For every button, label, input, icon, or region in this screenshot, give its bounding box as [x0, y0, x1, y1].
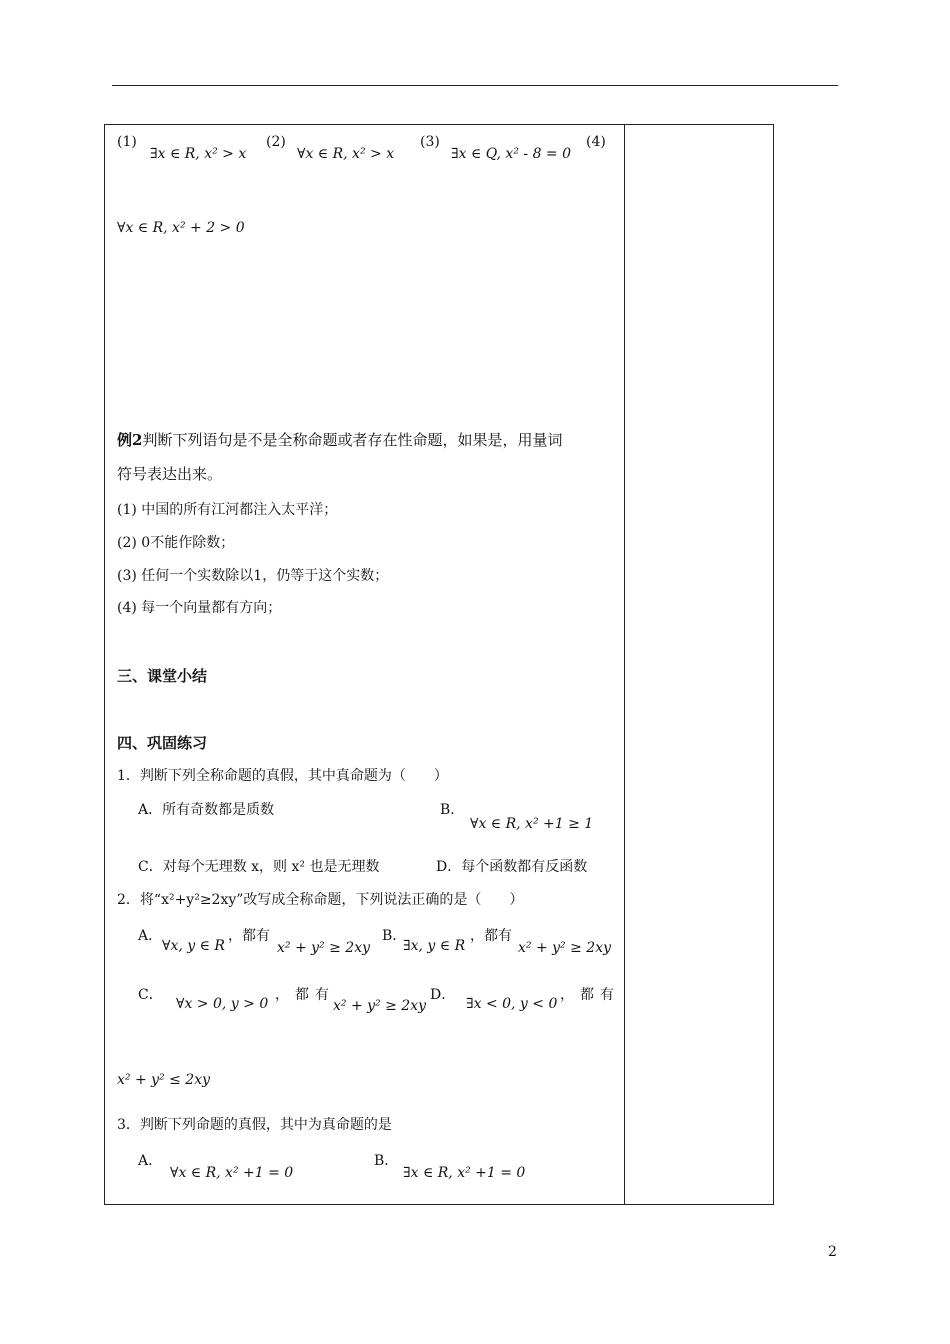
page-number: 2: [828, 1244, 837, 1260]
q3-option-b-math: ∃x ∈ R, x² +1 = 0: [403, 1165, 526, 1181]
ex1-label-3: (3): [420, 134, 440, 150]
example2-item-4: (4) 每一个向量都有方向；: [117, 600, 282, 616]
ex1-math-4: ∀x ∈ R, x² + 2 > 0: [117, 220, 245, 236]
q3-stem: 3．判断下列命题的真假，其中为真命题的是: [117, 1117, 392, 1133]
example2-item-3: (3) 任何一个实数除以1，仍等于这个实数；: [117, 568, 389, 584]
q1-option-b-math: ∀x ∈ R, x² +1 ≥ 1: [470, 816, 594, 832]
header-rule: [112, 85, 838, 86]
q3-option-b-label: B．: [374, 1153, 399, 1169]
q1-option-c: C．对每个无理数 x，则 x² 也是无理数: [138, 859, 380, 875]
example2-text1: 判断下列语句是不是全称命题或者存在性命题，如果是，用量词: [142, 431, 563, 449]
q1-stem: 1．判断下列全称命题的真假，其中真命题为（ ）: [117, 768, 448, 784]
content-table: [104, 124, 774, 1205]
section4-heading: 四、巩固练习: [117, 734, 208, 752]
q2-option-b-math2: x² + y² ≥ 2xy: [518, 940, 612, 956]
q2-option-c-label: C．: [138, 987, 163, 1003]
ex1-label-2: (2): [266, 134, 286, 150]
ex1-math-1: ∃x ∈ R, x² > x: [150, 146, 247, 162]
q2-stem: 2．将“x²+y²≥2xy”改写成全称命题，下列说法正确的是（ ）: [117, 892, 524, 908]
q3-option-a-math: ∀x ∈ R, x² +1 = 0: [170, 1165, 294, 1181]
q3-option-a-label: A．: [138, 1153, 163, 1169]
q2-option-a-math2: x² + y² ≥ 2xy: [277, 940, 371, 956]
section3-heading: 三、课堂小结: [117, 667, 208, 685]
ex1-label-4: (4): [586, 134, 606, 150]
q2-option-c-math2: x² + y² ≥ 2xy: [333, 998, 427, 1014]
table-column-divider: [624, 124, 625, 1205]
q2-option-d-math: ∃x < 0, y < 0: [466, 996, 558, 1012]
q2-option-d-mid: ，都有: [560, 987, 620, 1003]
example2-prefix: 例2: [117, 431, 143, 449]
ex1-label-1: (1): [117, 134, 137, 150]
example2-item-1: (1) 中国的所有江河都注入太平洋；: [117, 502, 338, 518]
q2-option-d-label: D．: [430, 987, 456, 1003]
ex1-math-2: ∀x ∈ R, x² > x: [297, 146, 395, 162]
q2-option-b-label: B．: [382, 928, 407, 944]
q2-option-a-label: A．: [138, 928, 163, 944]
q2-option-a-math: ∀x, y ∈ R: [162, 938, 225, 954]
q1-option-a: A．所有奇数都是质数: [138, 802, 275, 818]
ex1-math-3: ∃x ∈ Q, x² - 8 = 0: [451, 146, 572, 162]
q2-option-c-mid: ，都有: [275, 987, 335, 1003]
q1-option-b-label: B．: [440, 802, 465, 818]
q2-option-c-math: ∀x > 0, y > 0: [176, 996, 269, 1012]
example2-item-2: (2) 0不能作除数；: [117, 535, 235, 551]
q2-option-b-mid: ，都有: [470, 928, 512, 944]
example2-line2: 符号表达出来。: [117, 465, 223, 483]
q2-option-a-mid: ，都有: [228, 928, 270, 944]
q2-option-b-math: ∃x, y ∈ R: [403, 938, 466, 954]
q1-option-d: D．每个函数都有反函数: [436, 859, 588, 875]
example2-line1: [117, 430, 562, 450]
q2-option-d-math2: x² + y² ≤ 2xy: [117, 1072, 211, 1088]
